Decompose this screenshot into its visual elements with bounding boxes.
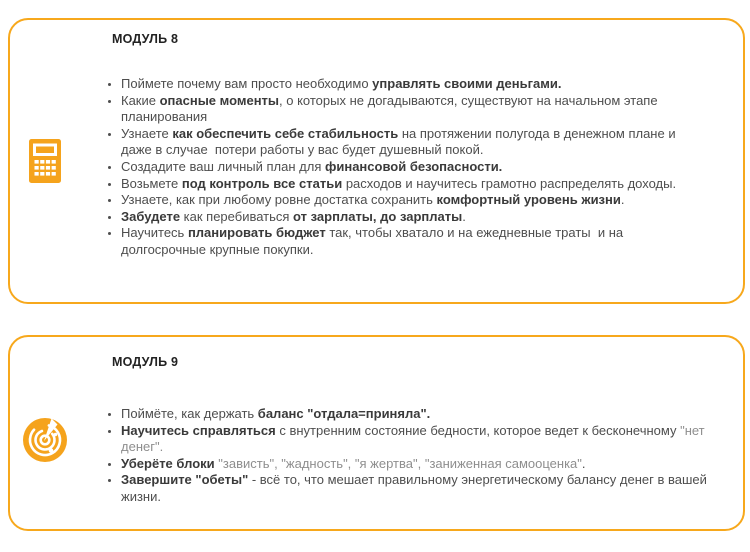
list-item: • Уберёте блоки "зависть", "жадность", "я жертва", "заниженная самооценка". [121,456,709,473]
list-item: • Создадите ваш личный план для финансовой безопасности. [121,159,709,176]
module-9-benefits-list [106,406,715,506]
list-item: • Узнаете как обеспечить себе стабильность на протяжении полугода в денежном плане и даже в случае потери работы у вас будет душевный покой. [121,126,709,159]
module-9-icon-column [10,337,80,529]
module-8-title: МОДУЛЬ 8 [112,32,179,46]
module-9-card [8,335,745,531]
module-8-icon-column [10,20,80,302]
list-item: • Забудете как перебиваться от зарплаты, до зарплаты. [121,209,709,226]
list-item: • Узнаете, как при любому ровне достатка сохранить комфортный уровень жизни. [121,192,709,209]
module-8-card-inner [10,20,743,302]
module-9-title: МОДУЛЬ 9 [112,355,179,369]
list-item: • Возьмете под контроль все статьи расходов и научитесь грамотно распределять доходы. [121,176,709,193]
list-item: • Какие опасные моменты, о которых не догадываются, существуют на начальном этапе планирования [121,93,709,126]
module-8-content [80,20,743,302]
calculator-icon [22,138,68,184]
module-9-card-inner [10,337,743,529]
list-item: • Поймёте, как держать баланс "отдала=приняла". [121,406,709,423]
list-item: • Научитесь планировать бюджет так, чтобы хватало и на ежедневные траты и на долгосрочные крупные покупки. [121,225,709,258]
list-item: • Научитесь справляться с внутренним состояние бедности, которое ведет к бесконечному "нет денег". [121,423,709,456]
module-9-content [80,337,743,529]
module-8-card [8,18,745,304]
list-item: • Поймете почему вам просто необходимо управлять своими деньгами. [121,76,709,93]
module-8-benefits-list [106,76,709,259]
list-item: • Завершите "обеты" - всё то, что мешает правильному энергетическому балансу денег в вашей жизни. [121,472,709,505]
spiral-target-icon [22,417,68,463]
